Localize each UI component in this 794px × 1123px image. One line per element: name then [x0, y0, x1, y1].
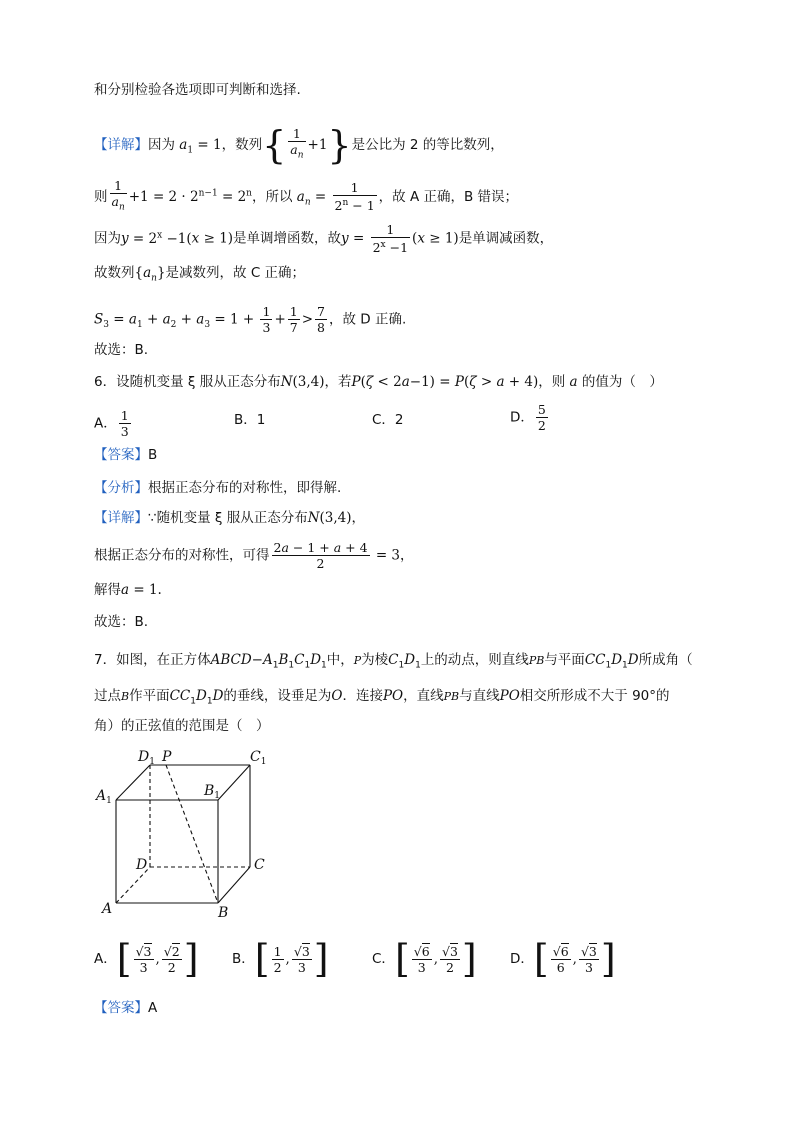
option-b: B．1 [234, 412, 266, 428]
label-b: B [218, 905, 229, 921]
label-p: P [162, 749, 172, 765]
question-7: 过点B作平面$CC_1D_1D$的垂线，设垂足为O．连接PO，直线PB与直线PO相交所形成不大于 90°的 [94, 688, 670, 707]
question-7: 角）的正弦值的范围是（ ） [94, 718, 270, 734]
label-c1: $C_1$ [250, 749, 267, 767]
option-d: D．[ $\frac{√6}{6}$ , $\frac{√3}{3}$ ] [510, 937, 616, 981]
detail-tag: 【详解】 [94, 137, 148, 153]
detail-line: $S_3 = a_1 + a_2 + a_3 = 1$ + $\frac{1}{3}$ + $\frac{1}{7}$ > $\frac{7}{8}$ ，故 D 正确. [94, 304, 407, 335]
label-d1: $D_1$ [138, 749, 155, 767]
option-c: C．[ $\frac{√6}{3}$ , $\frac{√3}{2}$ ] [372, 937, 477, 981]
cube-figure [90, 745, 290, 925]
answer-line: 【答案】A [94, 1000, 158, 1016]
option-c: C．2 [372, 412, 404, 428]
detail-line: 解得a = 1. [94, 582, 162, 598]
label-b1: $B_1$ [204, 783, 221, 801]
text-line: 故选：B. [94, 614, 149, 630]
text-line: 故选：B. [94, 342, 149, 358]
detail-line: 则 $\frac{1}{a_n}$ $+1 = 2 \cdot 2^{n-1} = 2^n$，所以 $a_n$ = $\frac{1}{2^n - 1}$ ，故 A 正确，B 错误； [94, 178, 518, 216]
label-d: D [136, 857, 148, 873]
answer-line: 【答案】B [94, 447, 158, 463]
option-b: B．[ $\frac{1}{2}$ , $\frac{√3}{3}$ ] [232, 937, 329, 981]
label-c: C [254, 857, 265, 873]
analysis-line: 【分析】根据正态分布的对称性，即得解. [94, 480, 342, 496]
detail-line: 【详解】∵随机变量 ξ 服从正态分布N(3,4)， [94, 510, 366, 526]
question-6: 6．设随机变量 ξ 服从正态分布N(3,4)，若P(ζ < 2a−1) = P(ζ > a + 4)，则 a 的值为（ ） [94, 374, 663, 390]
option-d: D． $\frac{5}{2}$ [510, 402, 546, 433]
question-7: 7．如图，在正方体$ABCD-A_1B_1C_1D_1$中，P为棱$C_1D_1$上的动点，则直线PB与平面$CC_1D_1D$所成角（ [94, 652, 693, 671]
detail-line: 根据正态分布的对称性，可得 $\frac{2a - 1 + a + 4}{2}$ = 3， [94, 540, 414, 571]
detail-line: 【详解】因为 $a_1 = 1$，数列{ $\frac{1}{a_n}$ +1}是公比为 2 的等比数列， [94, 123, 504, 167]
label-a: A [102, 901, 113, 917]
option-a: A．[ $\frac{√3}{3}$ , $\frac{√2}{2}$ ] [94, 937, 199, 981]
detail-line: 因为$y = 2^x -1(x \ge 1)$是单调增函数，故y = $\frac{1}{2^x -1}$ (x ≥ 1)是单调减函数， [94, 222, 554, 256]
label-a1: $A_1$ [96, 788, 112, 806]
detail-line: 故数列$\{a_n\}$是减数列，故 C 正确； [94, 265, 306, 284]
text-line: 和分别检验各选项即可判断和选择. [94, 82, 301, 98]
option-a: A． $\frac{1}{3}$ [94, 408, 129, 439]
